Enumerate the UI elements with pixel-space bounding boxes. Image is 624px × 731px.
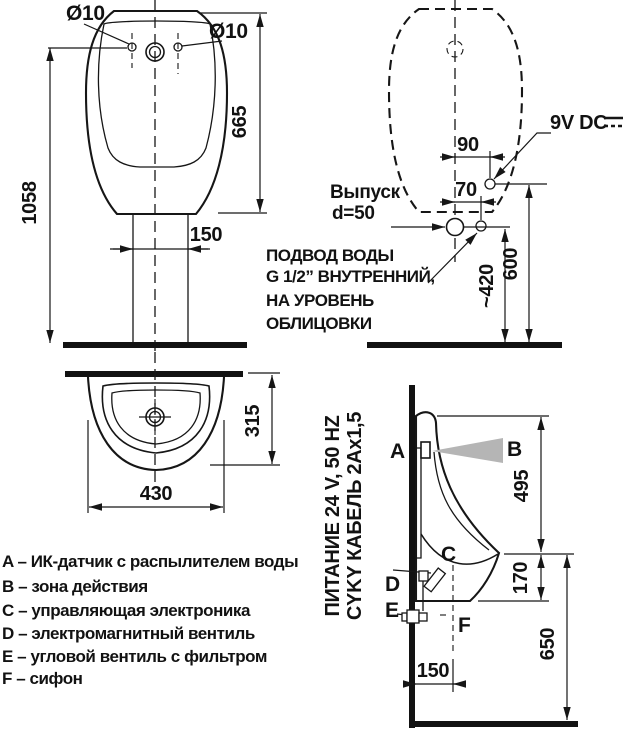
rear-dimension-90: [440, 134, 505, 178]
front-hole-dia-right-label: Ø10: [209, 20, 248, 43]
svg-text:G 1/2” ВНУТРЕННИЙ,: G 1/2” ВНУТРЕННИЙ,: [266, 267, 435, 286]
legend: [2, 552, 298, 688]
top-dimension-430: [88, 420, 224, 513]
wiring-note-line2: CYKY КАБЕЛЬ 2Ax1,5: [344, 411, 366, 621]
outlet-label-line2: d=50: [332, 203, 375, 224]
front-dimension-150: [110, 224, 222, 249]
sensor-unit: [421, 442, 430, 458]
marker-d-label: D: [385, 573, 400, 596]
marker-e-label: E: [385, 599, 399, 622]
top-dimension-315: [210, 373, 280, 465]
legend-item-c: C – управляющая электроника: [2, 601, 250, 620]
top-rim-outline: [102, 383, 209, 453]
front-body-outline: [86, 11, 227, 214]
water-inlet-point: [476, 221, 486, 231]
svg-text:150: 150: [416, 660, 450, 682]
top-view: [65, 352, 280, 513]
rear-dimension-420: [476, 229, 505, 342]
marker-a-label: A: [390, 440, 405, 463]
legend-item-b: B – зона действия: [2, 577, 148, 596]
svg-text:НА УРОВЕНЬ: НА УРОВЕНЬ: [266, 291, 374, 310]
marker-f-label: F: [458, 614, 471, 637]
svg-text:ОБЛИЦОВКИ: ОБЛИЦОВКИ: [266, 314, 372, 333]
front-view: [19, 0, 267, 352]
svg-text:495: 495: [511, 469, 533, 503]
svg-text:~420: ~420: [476, 264, 498, 308]
power-label: 9V DC: [550, 112, 608, 134]
svg-text:1058: 1058: [19, 181, 41, 225]
side-view: [322, 385, 578, 728]
marker-c-label: C: [441, 543, 456, 566]
front-hole-dia-left-label: Ø10: [66, 2, 105, 25]
angle-valve: [397, 610, 427, 623]
svg-text:70: 70: [455, 179, 477, 201]
wiring-note-line1: ПИТАНИЕ 24 V, 50 HZ: [322, 415, 344, 617]
outlet-point: [447, 219, 464, 236]
svg-text:ПОДВОД ВОДЫ: ПОДВОД ВОДЫ: [266, 246, 394, 265]
front-dimension-1058: [19, 48, 127, 343]
svg-text:650: 650: [537, 627, 559, 661]
marker-b-label: B: [507, 438, 522, 461]
svg-text:170: 170: [510, 561, 532, 595]
rear-view: [266, 0, 623, 345]
rear-dimension-600: [500, 185, 529, 342]
water-inlet-note: [266, 233, 477, 333]
outlet-callout: [330, 182, 464, 236]
svg-text:315: 315: [242, 404, 264, 438]
svg-text:90: 90: [457, 134, 479, 156]
legend-item-d: D – электромагнитный вентиль: [2, 624, 255, 643]
legend-item-f: F – сифон: [2, 669, 83, 688]
power-callout: [485, 112, 623, 189]
legend-item-e: E – угловой вентиль с фильтром: [2, 647, 267, 666]
sensor-beam: [432, 438, 503, 463]
svg-text:430: 430: [139, 483, 173, 505]
svg-text:600: 600: [500, 247, 522, 281]
svg-text:665: 665: [229, 105, 251, 139]
power-connection-point: [485, 179, 495, 189]
outlet-label-line1: Выпуск: [330, 182, 400, 203]
legend-item-a: A – ИК-датчик с распылителем воды: [2, 552, 299, 571]
svg-text:150: 150: [189, 224, 223, 246]
